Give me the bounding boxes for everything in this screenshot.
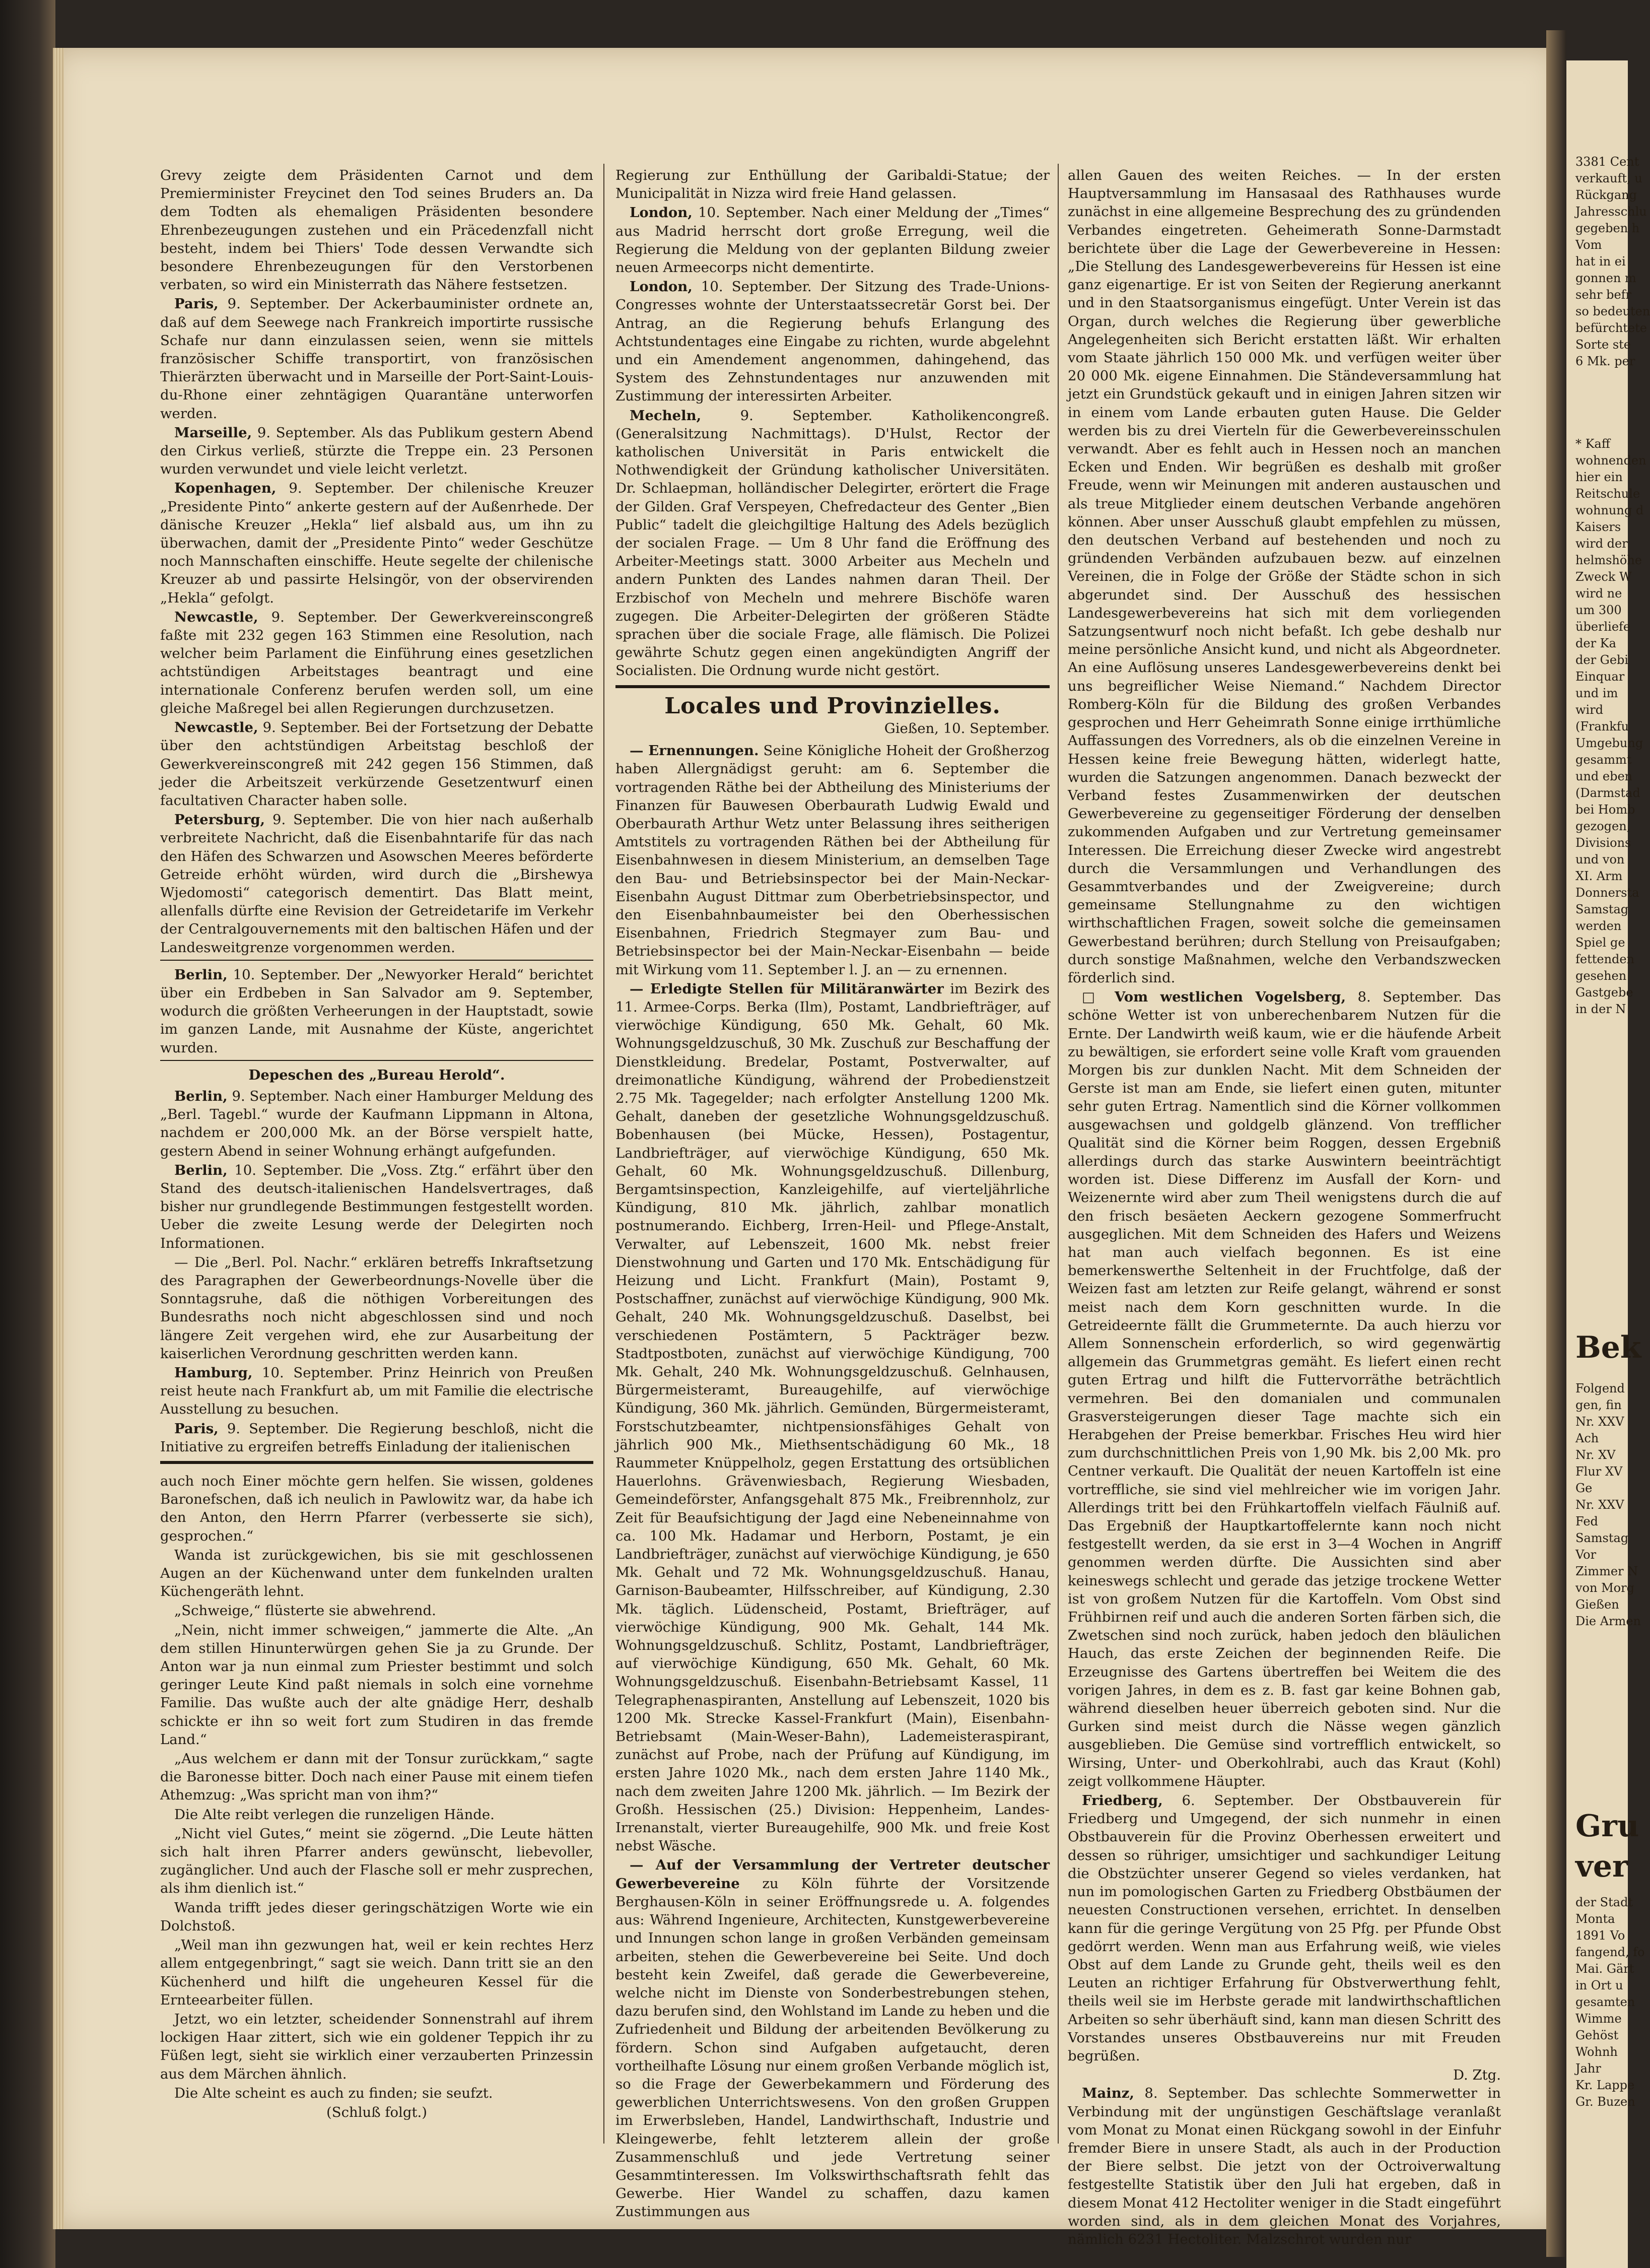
dateline-place: Newcastle, xyxy=(174,719,258,736)
feuilleton-rule xyxy=(160,1461,593,1464)
adjacent-text-block-4 xyxy=(1575,1894,1645,2110)
adjacent-text-line: bei Homb xyxy=(1575,803,1635,817)
adjacent-text-line: Donnersta xyxy=(1575,886,1639,900)
article-heading: — Auf der Versammlung der Vertreter deutscher Gewerbevereine xyxy=(615,1857,1050,1892)
article-berlin-erdbeben xyxy=(160,966,593,1057)
story-continued: (Schluß folgt.) xyxy=(326,2104,427,2120)
adjacent-text-line: werden xyxy=(1575,919,1622,933)
column-rule-1 xyxy=(603,164,604,2144)
adjacent-text-line: und im xyxy=(1575,686,1618,700)
dateline-place: Marseille, xyxy=(174,424,252,441)
adjacent-text-line: hier ein xyxy=(1575,470,1623,484)
adjacent-text-line: befürchtete xyxy=(1575,321,1647,335)
adjacent-heading-2: Gru xyxy=(1575,1809,1639,1844)
article-text: 10. September. Die „Voss. Ztg.“ erfährt über den Stand des deutsch-italienischen Handelsvertrages, daß bisher nur grundlegende Bestimmungen festgestellt worden. Ueber die zweite Lesung werde der Delegirten noch Informationen. xyxy=(160,1162,593,1251)
adjacent-text-line: Nr. XV xyxy=(1575,1448,1616,1462)
adjacent-text-line: helmshöhe xyxy=(1575,553,1642,567)
article-friedberg xyxy=(1068,1791,1501,2065)
adjacent-text-line: Kaisers xyxy=(1575,520,1621,534)
article-text: 8. September. Das schlechte Sommerwetter in Verbindung mit der ungünstigen Geschäftslage veranlaßt vom Monat zu Monat einen Rückgang sowohl in der Einfuhr fremder Biere in unsere Stadt, als auch in der Production der Biere selbst. Die jetzt von der Octroiverwaltung festgestellte Statistik über den Juli hat ergeben, daß in diesem Monat 412 Hectoliter weniger in die Stadt eingeführt worden sind, als in dem gleichen Monat des Vorjahres, nämlich 6231 Hectoliter. Malzschrot wurden nur xyxy=(1068,2085,1501,2247)
adjacent-text-line: um 300 xyxy=(1575,603,1622,617)
article-gewerbevereine xyxy=(615,1856,1050,2221)
adjacent-text-line: Die Armen xyxy=(1575,1614,1641,1628)
article-kopenhagen xyxy=(160,479,593,607)
story-paragraph: Wanda ist zurückgewichen, bis sie mit geschlossenen Augen an der Küchenwand unter dem funkelnden uralten Küchengeräth lehnt. xyxy=(160,1547,593,1600)
adjacent-text-line: fangend, fo xyxy=(1575,1945,1645,1959)
adjacent-text-line: Reitschule xyxy=(1575,487,1640,501)
adjacent-text-block-2 xyxy=(1575,436,1646,1018)
adjacent-text-line: 3381 Cent xyxy=(1575,155,1639,169)
adjacent-text-line: und von xyxy=(1575,852,1625,866)
adjacent-text-line: Samstag xyxy=(1575,902,1629,916)
dateline-place: Newcastle, xyxy=(174,609,258,625)
article-mecheln xyxy=(615,407,1050,680)
adjacent-text-line: XI. Arm xyxy=(1575,869,1623,883)
section-headline: Locales und Provinzielles. xyxy=(664,693,1001,719)
adjacent-text-line: Sorte ste xyxy=(1575,338,1631,352)
adjacent-text-line: * Kaff xyxy=(1575,437,1610,451)
adjacent-text-line: wohnenden xyxy=(1575,453,1646,468)
story-paragraph: Jetzt, wo ein letzter, scheidender Sonnenstrahl auf ihrem lockigen Haar zittert, sich wie ein goldener Teppich ihr zu Füßen legt, sieht sie wirklich einer verzauberten Prinzessin aus dem Märchen ähnlich. xyxy=(160,2011,593,2082)
article-hamburg xyxy=(160,1364,593,1419)
adjacent-text-line: wohnung d xyxy=(1575,503,1644,517)
article-paris-1 xyxy=(160,295,593,422)
dateline-place: Berlin, xyxy=(174,1162,228,1178)
article-vogelsberg xyxy=(1068,988,1501,1790)
article-garibaldi: Regierung zur Enthüllung der Garibaldi-Statue; der Municipalität in Nizza wird freie Hand gelassen. xyxy=(615,167,1050,202)
herold-heading: Depeschen des „Bureau Herold“. xyxy=(248,1066,505,1083)
dateline-place: Kopenhagen, xyxy=(174,480,277,497)
story-paragraph: „Weil man ihn gezwungen hat, weil er kein rechtes Herz allem entgegenbringt,“ sagt sie weich. Dann tritt sie an den Küchenherd und hilft die ungeheuren Kessel für die Ernteearbeiter füllen. xyxy=(160,1937,593,2008)
article-text: im Bezirk des 11. Armee-Corps. Berka (Ilm), Postamt, Landbriefträger, auf vierwöchige Kündigung, 650 Mk. Gehalt, 60 Mk. Wohnungsgeldzuschuß, 30 Mk. Zuschuß zur Beschaffung der Dienstkleidung. Bredelar, Postamt, Postverwalter, auf dreimonatliche Kündigung, während der Probedienstzeit 2.75 Mk. Tagegelder; nach erfolgter Anstellung 1200 Mk. Gehalt, daneben der gesetzliche Wohnungsgeldzuschuß. Bobenhausen (bei Mücke, Hessen), Postagentur, Landbriefträger, auf vierwöchige Kündigung, 650 Mk. Gehalt, 60 Mk. Wohnungsgeldzuschuß. Dillenburg, Bergamtsinspection, Kanzleigehilfe, auf vierteljährliche Kündigung, 810 Mk. jährlich, zahlbar monatlich postnumerando. Eichberg, Irren-Heil- und Pflege-Anstalt, Verwalter, auf Lebenszeit, 1600 Mk. nebst freier Dienstwohnung und Garten und 170 Mk. Entschädigung für Heizung und Licht. Frankfurt (Main), Postamt 9, Postschaffner, zunächst auf vierwöchige Kündigung, 900 Mk. Gehalt, 240 Mk. Wohnungsgeldzuschuß. Daselbst, bei verschiedenen Postämtern, 5 Packträger bezw. Stadtpostboten, zunächst auf vierwöchige Kündigung, 700 Mk. Gehalt, 240 Mk. Wohnungsgeldzuschuß. Gelnhausen, Bürgermeisteramt, Bureaugehilfe, auf vierwöchige Kündigung, 360 Mk. jährlich. Gemünden, Bürgermeisteramt, Forstschutzbeamter, nichtpensionsfähiges Gehalt von jährlich 900 Mk., Miethsentschädigung 60 Mk., 18 Raummeter Knüppelholz, gegen Erstattung des ortsüblichen Hauerlohns. Grävenwiesbach, Regierung Wiesbaden, Gemeindeförster, Anfangsgehalt 875 Mk., Freibrennholz, zur Zeit für Beaufsichtigung der Jagd eine Nebeneinnahme von ca. 100 Mk. Hadamar und Herborn, Postamt, je ein Landbriefträger, zunächst auf vierwöchige Kündigung, je 650 Mk. Gehalt und 72 Mk. Wohnungsgeldzuschuß. Hanau, Garnison-Baubeamter, Hilfsschreiber, auf Kündigung, 2.30 Mk. täglich. Lüdenscheid, Postamt, Briefträger, auf vierwöchige Kündigung, 900 Mk. Gehalt, 144 Mk. Wohnungsgeldzuschuß. Schlitz, Postamt, Landbriefträger, auf vierwöchige Kündigung, 650 Mk. Gehalt, 60 Mk. Wohnungsgeldzuschuß. Eisenbahn-Betriebsamt Kassel, 11 Telegraphenaspiranten, Anstellung auf Lebenszeit, 1020 bis 1200 Mk. Strecke Kassel-Frankfurt (Main), Eisenbahn-Betriebsamt (Main-Weser-Bahn), Lademeisteraspirant, zunächst auf Probe, nach der Prüfung auf Kündigung, im ersten Jahre 1020 Mk., nach dem ersten Jahre 1140 Mk., nach dem zweiten Jahre 1200 Mk. jährlich. — Im Bezirk der Großh. Hessischen (25.) Division: Heppenheim, Landes-Irrenanstalt, vierter Bureaugehilfe, 900 Mk. und freie Kost nebst Wäsche. xyxy=(615,980,1050,1854)
dateline-place: Friedberg, xyxy=(1082,1792,1163,1809)
adjacent-page-fragment xyxy=(1566,60,1650,2268)
article-text: 9. September. Nach einer Hamburger Meldung des „Berl. Tagebl.“ wurde der Kaufmann Lippmann in Altona, nachdem er 200,000 Mk. an der Börse verspielt hatte, gestern Abend in seiner Wohnung erhängt aufgefunden. xyxy=(160,1088,593,1159)
article-text: zu Köln führte der Vorsitzende Berghausen-Köln in seiner Eröffnungsrede u. A. folgendes aus: Während Ingenieure, Architecten, Kunstgewerbevereine und Innungen schon lange in großen Verbänden gemeinsam arbeiten, stehen die Gewerbevereine bei Seite. Und doch besteht kein Zweifel, daß gerade die Gewerbevereine, welche nicht im Dienste von Sonderbestrebungen stehen, dazu berufen sind, den Wohlstand im Lande zu heben und die Zufriedenheit und Bildung der arbeitenden Bevölkerung zu fördern. Schon sind Aufgaben aufgetaucht, deren vortheilhafte Lösung nur einem großen Verbande möglich ist, so die Frage der Gewerbekammern und Förderung des gewerblichen Unterrichtswesens. Von den großen Gruppen im Erwerbsleben, Handel, Landwirthschaft, Industrie und Kleingewerbe, fehlt letzterem allein der große Zusammenschluß und jede Vertretung seiner Gesammtinteressen. Im Volkswirthschaftsrath fehlt das Gewerbe. Hier Wandel zu schaffen, dazu kamen Zustimmungen aus xyxy=(615,1875,1050,2220)
article-text: 8. September. Das schöne Wetter ist von unberechenbarem Nutzen für die Ernte. Der Landwirth weiß kaum, wie er die häufende Arbeit zu bewältigen, sie erfordert seine volle Kraft vom grauenden Morgen bis zur dunklen Nacht. Mit dem Schneiden der Gerste ist man am Ende, sie liefert einen guten, mitunter sehr guten Ertrag. Namentlich sind die Körner vollkommen ausgewachsen und goldgelb glänzend. Von trefflicher Qualität sind die Körner beim Roggen, dessen Ergebniß allerdings durch das starke Auswintern beeinträchtigt worden ist. Diese Differenz im Ausfall der Korn- und Weizenernte wird aber zum Theil wenigstens durch die auf den frisch besäeten Aeckern gezogene Sommerfrucht ausgeglichen. Mit dem Schneiden des Hafers und Weizens hat man auch vielfach begonnen. Es ist eine bemerkenswerthe Seltenheit in der Fruchtfolge, daß der Weizen fast am letzten zur Reife gelangt, während er sonst meist nach dem Korn geschnitten wurde. In die Getreideernte fällt die Grummeternte. Da auch hierzu vor Allem Sonnenschein erforderlich, so wird gegenwärtig allgemein das Grummetgras gemäht. Es liefert einen recht guten Ertrag und hilft die Futtervorräthe beträchtlich vermehren. Bei den domanialen und communalen Grasversteigerungen dieser Tage machte sich ein Herabgehen der Preise bemerkbar. Frisches Heu wird hier zum durchschnittlichen Preis von 1,90 Mk. bis 2,00 Mk. pro Centner verkauft. Die Qualität der neuen Kartoffeln ist eine vortreffliche, sie sind viel mehlreicher wie im vorigen Jahr. Allerdings tritt bei den Frühkartoffeln vielfach Fäulniß auf. Das Ergebniß der Hauptkartoffelernte kann noch nicht festgestellt werden, da sie erst in 3—4 Wochen in Angriff genommen werden dürfte. Die Aussichten sind aber keineswegs schlecht und gerade das jetzige trockene Wetter ist von großem Nutzen für die Kartoffeln. Vom Obst sind Frühbirnen reif und auch die anderen Sorten färben sich, die Zwetschen sind noch zurück, haben jedoch den bläulichen Hauch, das erste Zeichen der beginnenden Reife. Die Erzeugnisse des Gartens übertreffen bei Weitem die des vorigen Jahres, in dem es z. B. fast gar keine Bohnen gab, während dieselben heuer überreich geboten sind. Nur die Gurken sind meist durch die Nässe wegen gänzlich ausgeblieben. Die Gemüse sind vortrefflich entwickelt, so Wirsing, Unter- und Oberkohlrabi, auch das Kraut (Kohl) zeigt vollkommene Häupter. xyxy=(1068,989,1501,1789)
page-edge xyxy=(53,48,64,2229)
adjacent-text-line: Jahresschlu xyxy=(1575,205,1647,219)
story-paragraph: Wanda trifft jedes dieser geringschätzigen Worte wie ein Dolchstoß. xyxy=(160,1899,593,1934)
adjacent-text-line: Flur XV xyxy=(1575,1464,1623,1479)
adjacent-text-line: Gießen xyxy=(1575,1597,1619,1612)
article-london-1 xyxy=(615,204,1050,277)
adjacent-text-line: Gastgebe xyxy=(1575,985,1633,999)
column-3 xyxy=(1068,166,1501,2249)
adjacent-text-line: Wohnh xyxy=(1575,2045,1618,2059)
article-text: 9. September. Die von hier nach außerhalb verbreitete Nachricht, daß die Eisenbahntarife für das nach den Häfen des Schwarzen und Asowschen Meeres beförderte Getreide erhöht würden, wird durch die „Birshewya Wjedomosti“ categorisch dementirt. Das Blatt meint, allenfalls dürfte eine Revision der Getreidetarife im Verkehr der Centralgouvernements mit den baltischen Häfen und der Landesweitgrenze vorgenommen werden. xyxy=(160,812,593,956)
article-text: 9. September. Bei der Fortsetzung der Debatte über den achtstündigen Arbeitstag beschloß der Gewerkvereinscongreß mit 242 gegen 156 Stimmen, daß jeder die Arbeitszeit verkürzende Gesetzentwurf einen facultativen Character haben solle. xyxy=(160,719,594,809)
column-1 xyxy=(160,166,593,2121)
section-rule xyxy=(615,685,1050,688)
article-mainz xyxy=(1068,2084,1501,2248)
adjacent-text-line: gonnen m xyxy=(1575,271,1636,285)
adjacent-text-line: Vom xyxy=(1575,238,1602,252)
section-dateline: Gießen, 10. September. xyxy=(884,720,1050,737)
article-text: 10. September. Der „Newyorker Herald“ berichtet über ein Erdbeben in San Salvador am 9. September, wodurch die größten Verheerungen in der Hauptstadt, sowie im ganzen Lande, mit Ausnahme der Küste, angerichtet wurden. xyxy=(160,966,593,1056)
article-text: 6. September. Der Obstbauverein für Friedberg und Umgegend, der sich nunmehr in einen Obstbauverein für die Provinz Oberhessen erweitert und dessen so rühriger, umsichtiger und sachkundiger Leitung die Obstzüchter unserer Gegend so vieles verdanken, hat nun im pomologischen Garten zu Friedberg Obstbäumen der neuesten Constructionen versehen, errichtet. In denselben kann für die geringe Vergütung von 25 Pfg. per Pfunde Obst gedörrt werden. Wenn man aus Erfahrung weiß, wie vieles Obst auf dem Lande zu Grunde geht, theils weil es den Leuten an richtiger Erfahrung für Obstverwerthung fehlt, theils weil sie im Herbste gerade mit landwirthschaftlichen Arbeiten so sehr überhäuft sind, kann man diesen Schritt des Vorstandes unseres Obstbauvereins nur mit Freuden begrüßen. xyxy=(1068,1792,1501,2064)
adjacent-text-line: Nr. XXV xyxy=(1575,1415,1624,1429)
dateline-place: Mecheln, xyxy=(630,407,702,424)
article-newcastle-2 xyxy=(160,718,593,810)
adjacent-text-line: gesammt xyxy=(1575,753,1632,767)
article-petersburg xyxy=(160,811,593,957)
article-text: 9. September. Der Gewerkvereinscongreß faßte mit 232 gegen 163 Stimmen eine Resolution, nach welcher beim Parlament die Einführung eines gesetzlichen achtstündigen Arbeitstages beantragt und eine internationale Conferenz berufen werden soll, um eine gleiche Maßregel bei allen Regierungen durchzusetzen. xyxy=(160,609,593,716)
adjacent-text-line: gegeben h xyxy=(1575,221,1640,235)
adjacent-text-line: wird xyxy=(1575,703,1604,717)
adjacent-text-line: sehr befr xyxy=(1575,288,1631,302)
adjacent-text-line: Wimme xyxy=(1575,2012,1622,2026)
dateline-place: London, xyxy=(630,279,693,295)
adjacent-text-line: so bedeuten xyxy=(1575,304,1650,318)
adjacent-text-line: Ge xyxy=(1575,1481,1593,1495)
adjacent-text-line: Umgebung xyxy=(1575,736,1643,750)
article-text: 10. September. Prinz Heinrich von Preußen reist heute nach Frankfurt ab, um mit Familie die electrische Ausstellung zu besuchen. xyxy=(160,1365,593,1418)
adjacent-text-line: Samstag xyxy=(1575,1531,1629,1545)
article-marseille xyxy=(160,424,593,479)
story-paragraph: Die Alte scheint es auch zu finden; sie seufzt. xyxy=(174,2085,493,2101)
dateline-place: Petersburg, xyxy=(174,812,265,828)
article-sonntagsruhe: — Die „Berl. Pol. Nachr.“ erklären betreffs Inkraftsetzung des Paragraphen der Gewerbeordnungs-Novelle über die Sonntagsruhe, daß die nöthigen Vorbereitungen des Bundesraths noch nicht abgeschlossen sind und noch längere Zeit vergehen wird, ehe zur Ausarbeitung der kaiserlichen Verordnung geschritten werden kann. xyxy=(160,1254,593,1362)
adjacent-heading-3: ver xyxy=(1575,1849,1628,1884)
adjacent-text-line: Gehöst xyxy=(1575,2028,1619,2042)
adjacent-text-line: Zimmer N xyxy=(1575,1564,1638,1578)
adjacent-text-line: wird ne xyxy=(1575,586,1622,601)
adjacent-text-line: Ach xyxy=(1575,1431,1599,1445)
book-gutter xyxy=(1546,30,1566,2257)
adjacent-text-line: in Ort u xyxy=(1575,1978,1623,1992)
adjacent-text-line: gesamten xyxy=(1575,1995,1635,2009)
adjacent-text-line: von Morg xyxy=(1575,1581,1634,1595)
article-heading: — Erledigte Stellen für Militäranwärter xyxy=(630,980,944,997)
dateline-place: □ Vom westlichen Vogelsberg, xyxy=(1082,989,1346,1006)
adjacent-text-line: Monta xyxy=(1575,1912,1615,1926)
article-london-2 xyxy=(615,278,1050,405)
article-text: 9. September. Als das Publikum gestern Abend den Cirkus verließ, stürzte die Treppe ein. 23 Personen wurden verwundet und viele leicht verletzt. xyxy=(160,424,593,478)
adjacent-text-line: Mai. Gärt xyxy=(1575,1962,1634,1976)
adjacent-text-block-3 xyxy=(1575,1380,1641,1630)
adjacent-text-line: Rückgang xyxy=(1575,188,1637,202)
adjacent-text-line: (Frankfu xyxy=(1575,719,1629,733)
dateline-place: Berlin, xyxy=(174,966,228,983)
article-paris-2 xyxy=(160,1420,593,1456)
article-source: D. Ztg. xyxy=(1453,2067,1501,2084)
adjacent-text-line: Gr. Buzen xyxy=(1575,2095,1635,2109)
article-text: 9. September. Der chilenische Kreuzer „Presidente Pinto“ ankerte gestern auf der Außenrhede. Der dänische Kreuzer „Hekla“ lief alsbald aus, um ihn zu überwachen, damit der „Presidente Pinto“ weder Geschütze noch Mannschaften einschiffe. Heute segelte der chilenische Kreuzer ab und passirte Helsingör, von der observirenden „Hekla“ gefolgt. xyxy=(160,480,594,606)
adjacent-text-line: Spiel ge xyxy=(1575,936,1625,950)
adjacent-text-line: (Darmstad xyxy=(1575,786,1640,800)
adjacent-text-line: Kr. Lappe xyxy=(1575,2078,1635,2092)
dateline-place: Berlin, xyxy=(174,1088,228,1104)
adjacent-text-line: Divisions xyxy=(1575,836,1631,850)
article-text: 9. September. Die Regierung beschloß, nicht die Initiative zu ergreifen betreffs Einladung der italienischen xyxy=(160,1420,593,1455)
article-text: Seine Königliche Hoheit der Großherzog haben Allergnädigst geruht: am 6. September die vortragenden Räthe bei der Abtheilung des Ministeriums der Finanzen für Bauwesen Oberbaurath Ludwig Ewald und Oberbaurath Arthur Wetz unter Belassung ihres seitherigen Amtstitels zu vortragenden Räthen bei der Abtheilung für Eisenbahnwesen in diesem Ministerium, an demselben Tage den Bau- und Betriebsinspector bei der Main-Neckar-Eisenbahn August Dittmar zum Oberbetriebsinspector, und den Eisenbahnbaumeister bei den Oberhessischen Eisenbahnen, Friedrich Stegmayer zum Bau- und Betriebsinspector bei der Main-Neckar-Eisenbahn — beide mit Wirkung vom 11. September l. J. an — zu ernennen. xyxy=(615,743,1050,978)
adjacent-text-line: der Gebi xyxy=(1575,653,1629,667)
adjacent-text-line: Folgend xyxy=(1575,1381,1625,1395)
article-berlin-lippmann xyxy=(160,1087,593,1160)
adjacent-text-line: gen, fin xyxy=(1575,1398,1622,1412)
dateline-place: Hamburg, xyxy=(174,1365,253,1381)
article-ernennungen xyxy=(615,742,1050,979)
adjacent-text-line: 6 Mk. per xyxy=(1575,354,1635,368)
article-text: 9. September. Katholikencongreß. (Generalsitzung Nachmittags). D'Hulst, Rector der katholischen Universität in Paris entwickelt die Nothwendigkeit der Gründung katholischer Universitäten. Dr. Schlaepman, holländischer Delegirter, erörtert die Frage der Gilden. Graf Verspeyen, Chefredacteur des Genter „Bien Public“ tadelt die gleichgiltige Haltung des Adels bezüglich der socialen Frage. — Um 8 Uhr fand die Eröffnung des Arbeiter-Meetings statt. 3000 Arbeiter aus Mecheln und andern Punkten des Landes nahmen daran Theil. Der Erzbischof von Mecheln und mehrere Bischöfe waren zugegen. Die Arbeiter-Delegirten der größeren Städte sprachen über die sociale Frage, alle flämisch. Die Polizei gewährte Schutz gegen einen angekündigten Angriff der Socialisten. Die Ordnung wurde nicht gestört. xyxy=(615,407,1050,679)
column-2 xyxy=(615,166,1050,2222)
adjacent-text-line: wird der xyxy=(1575,537,1628,551)
column-rule-2 xyxy=(1058,164,1059,2144)
article-text: 10. September. Nach einer Meldung der „Times“ aus Madrid herrscht dort große Erregung, weil die Regierung die Meldung von der geplanten Bildung zweier neuen Armeecorps nicht dementirte. xyxy=(615,205,1050,276)
adjacent-text-line: Vor xyxy=(1575,1548,1597,1562)
article-heading: — Ernennungen. xyxy=(630,743,759,759)
article-gewerbevereine-cont: allen Gauen des weiten Reiches. — In der ersten Hauptversammlung im Hansasaal des Rathhauses wurde zunächst in eine allgemeine Besprechung des zu gründenden Verbandes eingetreten. Geheimerath Sonne-Darmstadt berichtete über die Lage der Gewerbevereine in Hessen: „Die Stellung des Landesgewerbevereins für Hessen ist eine ganz eigenartige. Er ist von Seiten der Regierung anerkannt und in den Staatsorganismus eingefügt. Unter Verein ist das Organ, durch welches die Regierung über gewerbliche Angelegenheiten sich Bericht erstatten läßt. Wir erhalten vom Staate jährlich 150 000 Mk. und verfügen weiter über 20 000 Mk. eigene Einnahmen. Die Ständeversammlung hat jetzt ein Grundstück gekauft und in einigen Jahren sitzen wir in einem vom Lande erbauten guten Hause. Die Gelder werden bis zu drei Vierteln für die Gewerbevereinsschulen verwandt. Aber es fehlt auch in Hessen noch an manchen Ecken und Enden. Wir begrüßen es deshalb mit großer Freude, wenn wir Meinungen mit anderen austauschen und als treue Mitglieder einem deutschen Verbande angehören können. Aber unser Ausschuß glaubt empfehlen zu müssen, den deutschen Verband auf bestehenden und noch zu gründenden Verbänden aufzubauen bezw. auf einzelnen Vereinen, die in Folge der Größe der Städte schon in sich abgerundet sind. Der Ausschuß des hessischen Landesgewerbevereins hat sich mit dem vorliegenden Satzungsentwurf noch nicht befaßt. Ich gebe deshalb nur meine persönliche Ansicht kund, und nicht als Abgeordneter. An eine Auflösung unseres Landesgewerbevereins denkt bei uns begreiflicher Weise Niemand.“ Nachdem Director Romberg-Köln für die Bildung des großen Verbandes gesprochen und Herr Geheimrath Sonne einige irrthümliche Auffassungen des Vorredners, als ob die einzelnen Vereine in Hessen keine freie Bewegung hätten, widerlegt hatte, wurden die Satzungen angenommen. Danach bezweckt der Verband festes Zusammenwirken der deutschen Gewerbevereine zu gegenseitiger Förderung der denselben zukommenden Aufgaben und zur Vertretung gemeinsamer Interessen. Die Erreichung dieser Zwecke wird angestrebt durch die Versammlungen und Verhandlungen des Gesammtverbandes und der Zweigvereine; durch gemeinsame Stellungnahme zu den wichtigen wirthschaftlichen Fragen, soweit solche die gemeinsamen Gewerbestand berühren; durch Stellung von Preisaufgaben; durch sonstige Maßnahmen, welche den Verbandszwecken förderlich sind. xyxy=(1068,167,1501,986)
story-paragraph: „Schweige,“ flüsterte sie abwehrend. xyxy=(174,1603,436,1619)
adjacent-text-line: Jahr xyxy=(1575,2061,1601,2076)
article-militaeranwaerter xyxy=(615,980,1050,1855)
adjacent-text-line: Einquar xyxy=(1575,670,1625,684)
adjacent-text-line: gezogen, xyxy=(1575,819,1631,833)
adjacent-text-line: und eben xyxy=(1575,769,1633,783)
adjacent-text-line: der Stadt xyxy=(1575,1895,1633,1909)
story-paragraph: „Nicht viel Gutes,“ meint sie zögernd. „Die Leute hätten sich halt ihren Pfarrer anders gewünscht, liebevoller, zugänglicher. Und auch der Flasche soll er mehr zusprechen, als ihm dienlich ist.“ xyxy=(160,1825,593,1897)
adjacent-text-line: fettenden xyxy=(1575,952,1635,966)
story-paragraph: „Nein, nicht immer schweigen,“ jammerte die Alte. „An dem stillen Hinunterwürgen gehen Sie ja zu Grunde. Der Anton war ja nun einmal zum Priester bestimmt und solch geringer Leute Kind paßt niemals in solch eine vornehme Familie. Das wußte auch der alte gnädige Herr, deshalb schickte er ihn so weit fort zum Studiren in das fremde Land.“ xyxy=(160,1622,593,1748)
article-text: 10. September. Der Sitzung des Trade-Unions-Congresses wohnte der Unterstaatssecretär Gorst bei. Der Antrag, an die Regierung behufs Erlangung des Achtstundentages eine Eingabe zu richten, wurde abgelehnt und ein Amendement angenommen, dahingehend, das System des Zehnstundentages nur anzuwenden mit Zustimmung der interessirten Arbeiter. xyxy=(615,279,1050,405)
adjacent-text-line: Nr. XXV xyxy=(1575,1498,1624,1512)
adjacent-text-line: der Ka xyxy=(1575,636,1616,650)
adjacent-text-line: Fed xyxy=(1575,1514,1598,1528)
story-paragraph: auch noch Einer möchte gern helfen. Sie wissen, goldenes Baronefschen, daß ich neulich in Pawlowitz war, da habe ich den Anton, den Herrn Pfarrer (verbesserte sie sich), gesprochen.“ xyxy=(160,1473,593,1544)
dateline-place: Paris, xyxy=(174,296,219,312)
adjacent-heading-1: Bek xyxy=(1575,1330,1641,1365)
scan-background-left xyxy=(0,0,55,2268)
article-text: 9. September. Der Ackerbauminister ordnete an, daß auf dem Seewege nach Frankreich importirte russische Schafe nur dann einzulassen seien, wenn sie mittels französischer Schiffe transportirt, von französischen Thierärzten überwacht und in Marseille der Port-Saint-Louis-du-Rhone einer zehntägigen Quarantäne unterworfen werden. xyxy=(160,296,593,422)
dateline-place: Paris, xyxy=(174,1420,219,1437)
divider xyxy=(160,1060,593,1061)
adjacent-text-line: in der N xyxy=(1575,1002,1626,1016)
adjacent-text-line: hat in ei xyxy=(1575,254,1626,269)
adjacent-text-line: Zweck W xyxy=(1575,570,1632,584)
article-grevy: Grevy zeigte dem Präsidenten Carnot und dem Premierminister Freycinet den Tod seines Bruders an. Da dem Todten als ehemaligen Präsidenten besondere Ehrenbezeugungen zustehen und ein Präcedenzfall nicht besteht, indem bei Thiers' Tode dessen Verwandte sich besondere Ehrenbezeugungen für den Verstorbenen verbaten, so wird ein Ministerrath das Nähere festsetzen. xyxy=(160,167,593,293)
adjacent-text-line: 1891 Vo xyxy=(1575,1928,1625,1943)
adjacent-text-line: überliefe xyxy=(1575,620,1631,634)
dateline-place: Mainz, xyxy=(1082,2085,1134,2102)
adjacent-text-block-1 xyxy=(1575,154,1650,370)
story-paragraph: Die Alte reibt verlegen die runzeligen Hände. xyxy=(174,1806,495,1823)
story-paragraph: „Aus welchem er dann mit der Tonsur zurückkam,“ sagte die Baronesse bitter. Doch nach einer Pause mit einem tiefen Athemzug: „Was spricht man von ihm?“ xyxy=(160,1751,593,1804)
article-berlin-handelsvertrag xyxy=(160,1161,593,1252)
dateline-place: London, xyxy=(630,205,693,221)
article-newcastle-1 xyxy=(160,608,593,717)
divider xyxy=(160,960,593,961)
adjacent-text-line: gesehen xyxy=(1575,969,1627,983)
adjacent-text-line: verkauft, u xyxy=(1575,171,1642,185)
